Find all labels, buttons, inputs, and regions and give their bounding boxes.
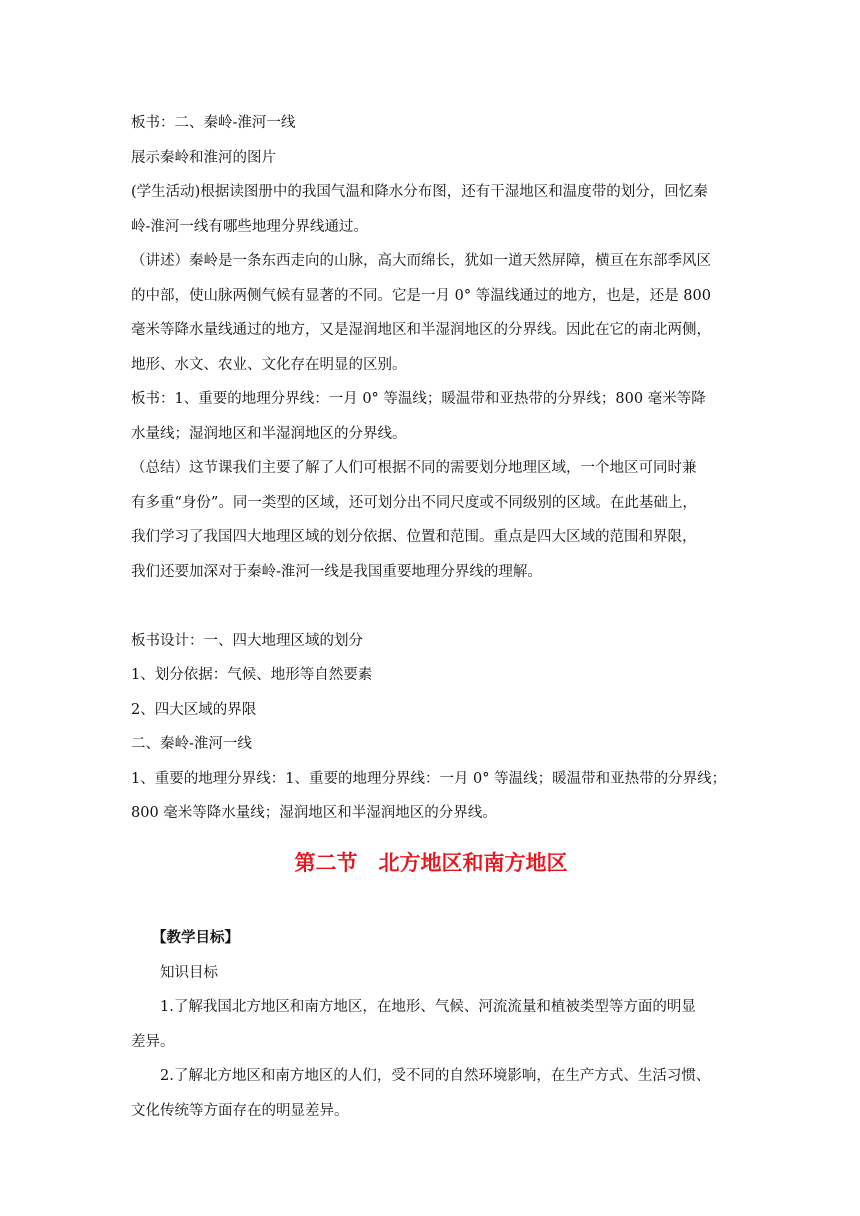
text-line: 有多重“身份”。同一类型的区域，还可划分出不同尺度或不同级别的区域。在此基础上， bbox=[131, 494, 697, 511]
board-design-line: 2、四大区域的界限 bbox=[131, 701, 257, 718]
board-note-line: 板书：1、重要的地理分界线：一月 0° 等温线；暖温带和亚热带的分界线；800 毫米等降 bbox=[131, 391, 706, 407]
board-design-line: 1、重要的地理分界线：1、重要的地理分界线：一月 0° 等温线；暖温带和亚热带的分界线； bbox=[131, 770, 727, 787]
objectives-subtitle: 知识目标 bbox=[160, 964, 218, 981]
board-design-line: 板书设计：一、四大地理区域的划分 bbox=[131, 632, 363, 649]
document-body bbox=[131, 106, 731, 1128]
objective-item-2-cont: 文化传统等方面存在的明显差异。 bbox=[131, 1102, 349, 1119]
text-line: 毫米等降水量线通过的地方，又是湿润地区和半湿润地区的分界线。因此在它的南北两侧， bbox=[131, 322, 711, 338]
text-line: 水量线；湿润地区和半湿润地区的分界线。 bbox=[131, 425, 407, 442]
text-line: （讲述）秦岭是一条东西走向的山脉，高大而绵长，犹如一道天然屏障，横亘在东部季风区 bbox=[131, 253, 711, 269]
objectives-title: 【教学目标】 bbox=[152, 929, 239, 946]
text-line: 地形、水文、农业、文化存在明显的区别。 bbox=[131, 356, 407, 373]
board-design-line: 1、划分依据：气候、地形等自然要素 bbox=[131, 667, 373, 683]
section-heading: 第二节 北方地区和南方地区 bbox=[294, 849, 568, 875]
text-line: 的中部，使山脉两侧气候有显著的不同。它是一月 0° 等温线通过的地方，也是，还是 800 bbox=[131, 287, 711, 304]
text-line: 我们还要加深对于秦岭-淮河一线是我国重要地理分界线的理解。 bbox=[131, 563, 542, 580]
objective-item-1: 1.了解我国北方地区和南方地区，在地形、气候、河流流量和植被类型等方面的明显 bbox=[160, 999, 696, 1015]
text-line: 岭-淮河一线有哪些地理分界线通过。 bbox=[131, 218, 368, 235]
text-line: (学生活动)根据读图册中的我国气温和降水分布图，还有干湿地区和温度带的划分，回忆秦 bbox=[131, 184, 708, 200]
text-line: （总结）这节课我们主要了解了人们可根据不同的需要划分地理区域，一个地区可同时兼 bbox=[131, 460, 697, 476]
board-design-line: 800 毫米等降水量线；湿润地区和半湿润地区的分界线。 bbox=[131, 805, 497, 821]
board-note-line: 板书：二、秦岭-淮河一线 bbox=[131, 115, 296, 131]
paragraph-gap bbox=[131, 589, 731, 624]
board-design-line: 二、秦岭-淮河一线 bbox=[131, 736, 252, 752]
text-line: 我们学习了我国四大地理区域的划分依据、位置和范围。重点是四大区域的范围和界限， bbox=[131, 529, 697, 545]
paragraph-gap bbox=[131, 887, 731, 922]
objective-item-2: 2.了解北方地区和南方地区的人们，受不同的自然环境影响，在生产方式、生活习惯、 bbox=[160, 1068, 711, 1084]
objective-item-1-cont: 差异。 bbox=[131, 1033, 175, 1050]
text-line: 展示秦岭和淮河的图片 bbox=[131, 149, 276, 166]
